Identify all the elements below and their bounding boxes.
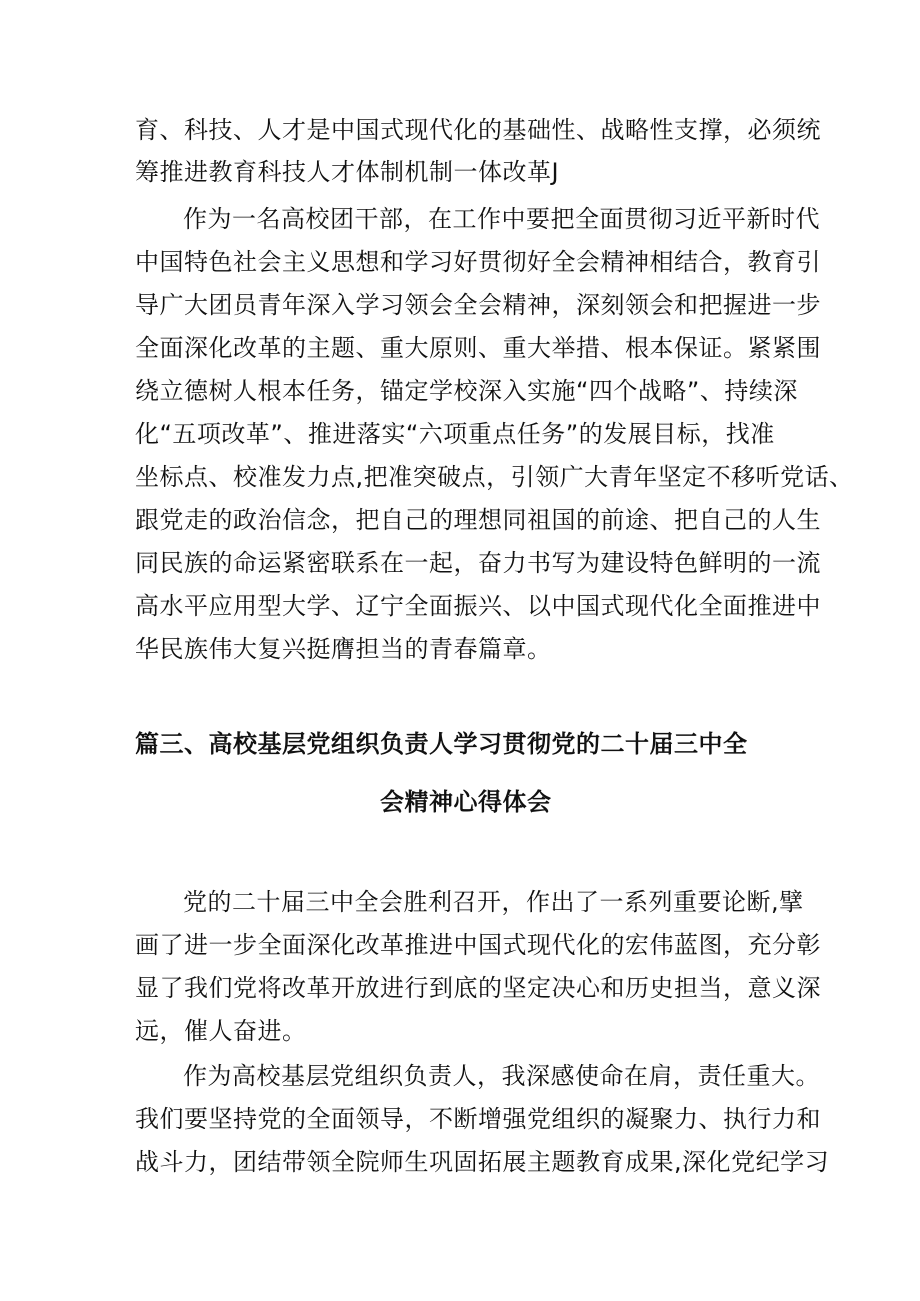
paragraph-line: 显了我们党将改革开放进行到底的坚定决心和历史担当，意义深	[135, 974, 821, 1002]
paragraph-line: 绕立德树人根本任务，锚定学校深入实施“四个战略”、持续深	[135, 377, 798, 405]
paragraph-line: 筹推进教育科技人才体制机制一体改革J	[135, 158, 560, 186]
paragraph-line: 党的二十届三中全会胜利召开，作出了一系列重要论断,擘	[183, 888, 804, 916]
paragraph-line: 作为高校基层党组织负责人，我深感使命在肩，责任重大。	[183, 1062, 820, 1090]
paragraph-line: 作为一名高校团干部，在工作中要把全面贯彻习近平新时代	[183, 205, 820, 233]
paragraph-line: 同民族的命运紧密联系在一起，奋力书写为建设特色鲜明的一流	[135, 549, 821, 577]
paragraph-line: 导广大团员青年深入学习领会全会精神，深刻领会和把握进一步	[135, 291, 821, 319]
paragraph-line: 全面深化改革的主题、重大原则、重大举措、根本保证。紧紧围	[135, 334, 821, 362]
paragraph-line: 我们要坚持党的全面领导，不断增强党组织的凝聚力、执行力和	[135, 1105, 821, 1133]
section-heading-continuation: 会精神心得体会	[380, 788, 552, 816]
paragraph-line: 画了进一步全面深化改革推进中国式现代化的宏伟蓝图，充分彰	[135, 931, 821, 959]
paragraph-line: 华民族伟大复兴挺膺担当的青春篇章。	[135, 635, 552, 663]
paragraph-line: 跟党走的政治信念，把自己的理想同祖国的前途、把自己的人生	[135, 506, 821, 534]
paragraph-line: 战斗力，团结带领全院师生巩固拓展主题教育成果,深化党纪学习	[135, 1148, 830, 1176]
paragraph-line: 化“五项改革”、推进落实“六项重点任务”的发展目标，找准	[135, 420, 775, 448]
paragraph-line: 高水平应用型大学、辽宁全面振兴、以中国式现代化全面推进中	[135, 592, 821, 620]
paragraph-line: 远，催人奋进。	[135, 1017, 307, 1045]
paragraph-line: 中国特色社会主义思想和学习好贯彻好全会精神相结合，教育引	[135, 248, 821, 276]
section-heading: 篇三、高校基层党组织负责人学习贯彻党的二十届三中全	[135, 730, 748, 758]
paragraph-line: 坐标点、校准发力点,把准突破点，引领广大青年坚定不移听党话、	[135, 463, 854, 491]
paragraph-line: 育、科技、人才是中国式现代化的基础性、战略性支撑，必须统	[135, 116, 821, 144]
